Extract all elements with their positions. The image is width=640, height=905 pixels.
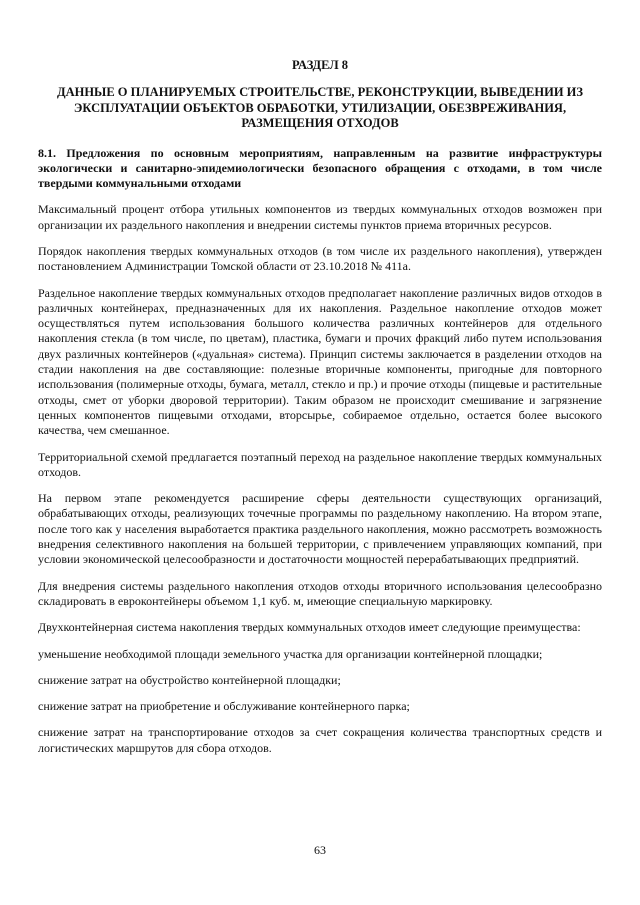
section-label: РАЗДЕЛ 8 — [291, 58, 349, 72]
list-item: снижение затрат на обустройство контейнерной площадки; — [38, 672, 341, 687]
paragraph: Максимальный процент отбора утильных компонентов из твердых коммунальных отходов возможен при организации их раздельного накопления и внедрении системы пунктов приема вторичных ресурсов. — [38, 202, 602, 232]
section-heading: ДАННЫЕ О ПЛАНИРУЕМЫХ СТРОИТЕЛЬСТВЕ, РЕКОНСТРУКЦИИ, ВЫВЕДЕНИИ ИЗ ЭКСПЛУАТАЦИИ ОБЪЕКТОВ ОБРАБОТКИ, УТИЛИЗАЦИИ, ОБЕЗВРЕЖИВАНИЯ, РАЗМЕЩЕНИЯ ОТХОДОВ — [56, 85, 584, 130]
page-number: 63 — [314, 843, 326, 857]
list-item: снижение затрат на приобретение и обслуживание контейнерного парка; — [38, 699, 410, 714]
paragraph: Порядок накопления твердых коммунальных отходов (в том числе их раздельного накопления), утвержден постановлением Администрации Томской области от 23.10.2018 № 411а. — [38, 243, 602, 274]
subsection-heading: 8.1. Предложения по основным мероприятиям, направленным на развитие инфраструктуры экологически и санитарно-эпидемиологически безопасного обращения с отходами, в том числе твердыми коммунальными отходами — [38, 145, 602, 191]
list-item: снижение затрат на транспортирование отходов за счет сокращения количества транспортных средств и логистических маршрутов для сбора отходов. — [38, 725, 602, 755]
paragraph: На первом этапе рекомендуется расширение сферы деятельности существующих организаций, обрабатывающих отходы, реализующих точечные программы по раздельному накоплению. На втором этапе, после того как у населения выработается практика раздельного накопления, можно рассмотреть возможность внедрения селективного накопления на большей территории, с привлечением управляющих компаний, при условии экономической целесообразности и достаточности мощностей перерабатывающих предприятий. — [38, 491, 602, 567]
list-item: уменьшение необходимой площади земельного участка для организации контейнерной площадки; — [38, 646, 543, 661]
document-page — [38, 58, 602, 767]
paragraph: Территориальной схемой предлагается поэтапный переход на раздельное накопление твердых коммунальных отходов. — [38, 449, 602, 479]
paragraph: Раздельное накопление твердых коммунальных отходов предполагает накопление различных видов отходов в различных контейнерах, предназначенных для их накопления. Раздельное накопление отходов может осуществляться путем использования большого количества различных контейнеров для отдельного накопления стекла (в том числе, по цветам), пластика, бумаги и прочих фракций либо путем использования двух различных контейнеров («дуальная» система). Принцип системы заключается в разделении отходов на стадии накопления на две составляющие: полезные вторичные компоненты, пригодные для повторного использования (полимерные отходы, бумага, металл, стекло и пр.) и прочие отходы (пищевые и растительные отходы, смет от уборки дворовой территории). Таким образом не происходит смешивание и загрязнение ценных компонентов пищевыми отходами, вторсырье, собираемое отдельно, остается более высокого качества, чем смешанное. — [38, 285, 602, 438]
paragraph: Для внедрения системы раздельного накопления отходов отходы вторичного использования целесообразно складировать в евроконтейнеры объемом 1,1 куб. м, имеющие специальную маркировку. — [38, 578, 602, 608]
paragraph: Двухконтейнерная система накопления твердых коммунальных отходов имеет следующие преимущества: — [38, 620, 581, 635]
